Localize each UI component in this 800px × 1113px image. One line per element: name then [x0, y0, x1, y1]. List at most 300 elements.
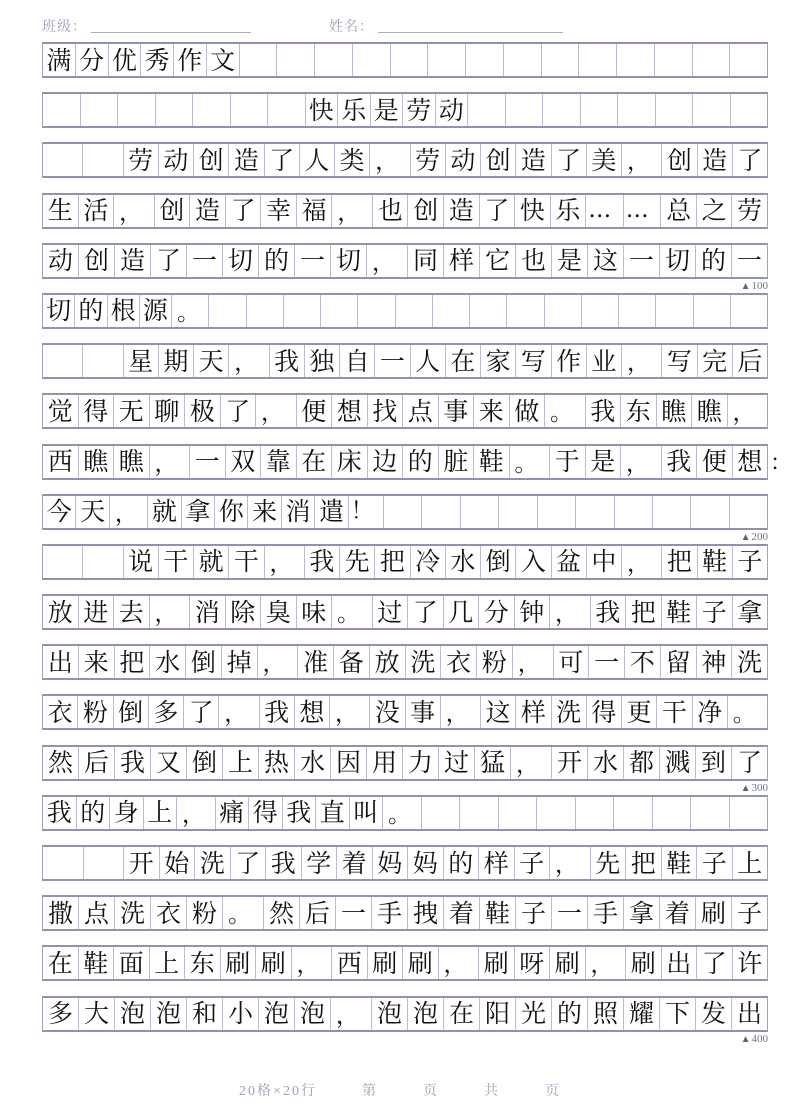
- body-line[interactable]: [42, 243, 768, 279]
- grid-cell[interactable]: [693, 44, 731, 76]
- grid-cell[interactable]: 妈: [373, 847, 409, 879]
- grid-cell[interactable]: [83, 546, 123, 578]
- grid-cell[interactable]: 发: [696, 998, 732, 1030]
- grid-cell[interactable]: ，: [258, 646, 299, 678]
- grid-cell[interactable]: 造: [444, 195, 480, 227]
- grid-cell[interactable]: 满: [43, 44, 76, 76]
- grid-cell[interactable]: 干: [229, 546, 264, 578]
- grid-cell[interactable]: 点: [79, 897, 115, 929]
- grid-cell[interactable]: [581, 94, 619, 126]
- grid-cell[interactable]: 了: [151, 245, 187, 277]
- body-line[interactable]: [42, 544, 768, 580]
- grid-cell[interactable]: 劳: [124, 144, 159, 176]
- grid-cell[interactable]: 用: [367, 747, 403, 779]
- grid-cell[interactable]: [118, 94, 156, 126]
- grid-cell[interactable]: 人: [300, 144, 335, 176]
- grid-cell[interactable]: 劳: [411, 144, 446, 176]
- grid-cell[interactable]: 是: [552, 245, 588, 277]
- grid-cell[interactable]: 快: [515, 195, 551, 227]
- grid-cell[interactable]: [43, 94, 81, 126]
- grid-cell[interactable]: 倒: [114, 696, 149, 728]
- grid-cell[interactable]: ，: [330, 696, 370, 728]
- grid-cell[interactable]: 。: [383, 797, 422, 829]
- grid-cell[interactable]: 天: [194, 345, 229, 377]
- grid-cell[interactable]: 痛: [216, 797, 250, 829]
- grid-cell[interactable]: 我: [586, 395, 622, 427]
- grid-cell[interactable]: 子: [697, 847, 733, 879]
- grid-cell[interactable]: 美: [587, 144, 622, 176]
- grid-cell[interactable]: [538, 496, 576, 528]
- grid-cell[interactable]: [461, 496, 499, 528]
- grid-cell[interactable]: 我: [260, 696, 295, 728]
- grid-cell[interactable]: 的: [403, 446, 439, 478]
- grid-cell[interactable]: 作: [174, 44, 207, 76]
- grid-cell[interactable]: 的: [75, 295, 107, 327]
- grid-cell[interactable]: 子: [697, 596, 733, 628]
- grid-cell[interactable]: [422, 797, 461, 829]
- body-line[interactable]: [42, 444, 768, 480]
- grid-cell[interactable]: 了: [265, 144, 300, 176]
- grid-cell[interactable]: 阳: [480, 998, 516, 1030]
- grid-cell[interactable]: [315, 44, 353, 76]
- grid-cell[interactable]: 中: [587, 546, 622, 578]
- grid-cell[interactable]: 倒: [186, 646, 222, 678]
- grid-cell[interactable]: 的: [259, 245, 295, 277]
- grid-cell[interactable]: 呀: [515, 947, 551, 979]
- grid-cell[interactable]: 干: [159, 546, 194, 578]
- grid-cell[interactable]: 不: [625, 646, 661, 678]
- grid-cell[interactable]: 净: [693, 696, 728, 728]
- grid-cell[interactable]: [43, 847, 84, 879]
- grid-cell[interactable]: ，: [441, 696, 481, 728]
- grid-cell[interactable]: ，: [550, 596, 591, 628]
- grid-cell[interactable]: 作: [552, 345, 587, 377]
- grid-cell[interactable]: 多: [43, 998, 79, 1030]
- grid-cell[interactable]: 放: [43, 596, 79, 628]
- grid-cell[interactable]: 我: [283, 797, 317, 829]
- grid-cell[interactable]: [84, 847, 125, 879]
- grid-cell[interactable]: ，: [114, 195, 155, 227]
- grid-cell[interactable]: 粉: [187, 897, 223, 929]
- name-input-line[interactable]: [378, 31, 563, 33]
- grid-cell[interactable]: [468, 94, 506, 126]
- grid-cell[interactable]: 没: [370, 696, 405, 728]
- grid-cell[interactable]: 拿: [737, 597, 763, 627]
- grid-cell[interactable]: ，: [439, 947, 480, 979]
- grid-cell[interactable]: 就: [194, 546, 229, 578]
- grid-cell[interactable]: 妈: [408, 847, 444, 879]
- grid-cell[interactable]: 样: [444, 245, 480, 277]
- grid-cell[interactable]: ，: [586, 947, 627, 979]
- grid-cell[interactable]: 过: [439, 747, 475, 779]
- grid-cell[interactable]: 去: [114, 596, 150, 628]
- grid-cell[interactable]: 盆: [552, 546, 587, 578]
- grid-cell[interactable]: 一: [736, 246, 762, 276]
- grid-cell[interactable]: ，: [622, 345, 662, 377]
- grid-cell[interactable]: 靠: [261, 446, 297, 478]
- grid-cell[interactable]: ，: [622, 546, 662, 578]
- grid-cell[interactable]: 福: [297, 195, 333, 227]
- grid-cell[interactable]: 耀: [624, 998, 660, 1030]
- grid-cell[interactable]: 泡: [151, 998, 187, 1030]
- grid-cell[interactable]: 消: [282, 496, 315, 528]
- grid-cell[interactable]: 这: [588, 245, 624, 277]
- grid-cell[interactable]: 开: [552, 747, 588, 779]
- grid-cell[interactable]: 水: [150, 646, 186, 678]
- grid-cell[interactable]: 了: [221, 395, 257, 427]
- grid-cell[interactable]: 把: [662, 546, 697, 578]
- grid-cell[interactable]: 鞋: [79, 947, 115, 979]
- grid-cell[interactable]: 鞋: [698, 546, 733, 578]
- grid-cell[interactable]: 洗: [406, 646, 442, 678]
- grid-cell[interactable]: ，: [292, 947, 333, 979]
- grid-cell[interactable]: 衣: [441, 646, 477, 678]
- grid-cell[interactable]: 动: [159, 144, 194, 176]
- grid-cell[interactable]: 了: [737, 145, 763, 175]
- grid-cell[interactable]: 一: [295, 245, 331, 277]
- body-line[interactable]: [42, 895, 768, 931]
- grid-cell[interactable]: 后: [79, 747, 115, 779]
- grid-cell[interactable]: 备: [334, 646, 370, 678]
- grid-cell[interactable]: [358, 295, 395, 327]
- grid-cell[interactable]: 。: [223, 897, 264, 929]
- grid-cell[interactable]: 然: [43, 747, 79, 779]
- grid-cell[interactable]: 觉: [43, 395, 79, 427]
- grid-cell[interactable]: 子: [515, 847, 551, 879]
- body-line[interactable]: [42, 996, 768, 1032]
- grid-cell[interactable]: 上: [737, 848, 763, 878]
- grid-cell[interactable]: [391, 44, 429, 76]
- grid-cell[interactable]: 想: [332, 395, 368, 427]
- grid-cell[interactable]: 身: [110, 797, 144, 829]
- grid-cell[interactable]: 了: [231, 847, 267, 879]
- grid-cell[interactable]: 子: [737, 547, 763, 577]
- grid-cell[interactable]: 事: [406, 696, 441, 728]
- grid-cell[interactable]: 样: [479, 847, 515, 879]
- grid-cell[interactable]: 创: [408, 195, 444, 227]
- grid-cell[interactable]: 我: [662, 446, 698, 478]
- grid-cell[interactable]: [231, 94, 269, 126]
- grid-cell[interactable]: 子: [516, 897, 552, 929]
- name-field[interactable]: [329, 20, 563, 36]
- class-input-line[interactable]: [91, 31, 251, 33]
- grid-cell[interactable]: …: [624, 195, 662, 227]
- grid-cell[interactable]: [506, 94, 544, 126]
- title-line[interactable]: [42, 92, 768, 128]
- grid-cell[interactable]: 面: [114, 947, 150, 979]
- grid-cell[interactable]: 一: [187, 245, 223, 277]
- grid-cell[interactable]: 动: [436, 94, 469, 126]
- grid-cell[interactable]: [422, 496, 460, 528]
- grid-cell[interactable]: [730, 496, 767, 528]
- grid-cell[interactable]: [240, 44, 278, 76]
- grid-cell[interactable]: 便: [697, 446, 733, 478]
- grid-cell[interactable]: 天: [76, 496, 109, 528]
- body-line[interactable]: [42, 945, 768, 981]
- grid-cell[interactable]: [268, 94, 306, 126]
- grid-cell[interactable]: 了: [226, 195, 262, 227]
- grid-cell[interactable]: 你: [215, 496, 248, 528]
- grid-cell[interactable]: 。: [510, 446, 551, 478]
- grid-cell[interactable]: 床: [332, 446, 368, 478]
- grid-cell[interactable]: 后: [300, 897, 336, 929]
- grid-cell[interactable]: 把: [115, 646, 151, 678]
- grid-cell[interactable]: 文: [207, 44, 240, 76]
- grid-cell[interactable]: 洗: [552, 696, 587, 728]
- grid-cell[interactable]: 切: [331, 245, 367, 277]
- grid-cell[interactable]: 的: [696, 245, 732, 277]
- grid-cell[interactable]: [470, 295, 507, 327]
- grid-cell[interactable]: 粉: [477, 646, 513, 678]
- grid-cell[interactable]: 大: [79, 998, 115, 1030]
- grid-cell[interactable]: 这: [481, 696, 516, 728]
- grid-cell[interactable]: 造: [190, 195, 226, 227]
- grid-cell[interactable]: [656, 94, 694, 126]
- grid-cell[interactable]: 然: [264, 897, 300, 929]
- grid-cell[interactable]: 在: [43, 947, 79, 979]
- grid-cell[interactable]: [321, 295, 358, 327]
- grid-cell[interactable]: ，: [265, 546, 305, 578]
- grid-cell[interactable]: ，: [219, 696, 259, 728]
- grid-cell[interactable]: 水: [295, 747, 331, 779]
- grid-cell[interactable]: 钟: [515, 596, 551, 628]
- grid-cell[interactable]: 一: [552, 897, 588, 929]
- grid-cell[interactable]: 着: [660, 897, 696, 929]
- grid-cell[interactable]: [353, 44, 391, 76]
- grid-cell[interactable]: 分: [479, 596, 515, 628]
- grid-cell[interactable]: 也: [373, 195, 409, 227]
- grid-cell[interactable]: 水: [446, 546, 481, 578]
- grid-cell[interactable]: 我: [115, 747, 151, 779]
- grid-cell[interactable]: 溅: [660, 747, 696, 779]
- grid-cell[interactable]: 把: [626, 847, 662, 879]
- grid-cell[interactable]: 上: [144, 797, 178, 829]
- grid-cell[interactable]: 和: [187, 998, 223, 1030]
- grid-cell[interactable]: 边: [368, 446, 404, 478]
- grid-cell[interactable]: [614, 797, 653, 829]
- grid-cell[interactable]: 自: [340, 345, 375, 377]
- body-line[interactable]: [42, 494, 768, 530]
- grid-cell[interactable]: 得: [79, 395, 115, 427]
- grid-cell[interactable]: [499, 496, 537, 528]
- grid-cell[interactable]: 了: [736, 748, 762, 778]
- grid-cell[interactable]: 在: [444, 998, 480, 1030]
- grid-cell[interactable]: 一: [589, 646, 625, 678]
- grid-cell[interactable]: 刷: [626, 947, 662, 979]
- grid-cell[interactable]: [731, 94, 768, 126]
- grid-cell[interactable]: ，: [331, 998, 372, 1030]
- grid-cell[interactable]: 下: [660, 998, 696, 1030]
- grid-cell[interactable]: 独: [305, 345, 340, 377]
- grid-cell[interactable]: 到: [696, 747, 732, 779]
- grid-cell[interactable]: 拿: [624, 897, 660, 929]
- grid-cell[interactable]: 瞧: [657, 395, 693, 427]
- grid-cell[interactable]: [656, 295, 693, 327]
- grid-cell[interactable]: 脏: [439, 446, 475, 478]
- body-line[interactable]: [42, 845, 768, 881]
- grid-cell[interactable]: 刷: [696, 897, 732, 929]
- grid-cell[interactable]: 倒: [187, 747, 223, 779]
- body-line[interactable]: [42, 343, 768, 379]
- grid-cell[interactable]: 洗: [115, 897, 151, 929]
- grid-cell[interactable]: 刷: [550, 947, 586, 979]
- grid-cell[interactable]: 得: [587, 696, 622, 728]
- grid-cell[interactable]: 点: [403, 395, 439, 427]
- grid-cell[interactable]: 做: [510, 395, 546, 427]
- grid-cell[interactable]: 子: [736, 898, 762, 928]
- grid-cell[interactable]: 撒: [43, 897, 79, 929]
- grid-cell[interactable]: 了: [552, 144, 587, 176]
- grid-cell[interactable]: 幸: [261, 195, 297, 227]
- grid-cell[interactable]: 了: [184, 696, 219, 728]
- body-line[interactable]: [42, 594, 768, 630]
- grid-cell[interactable]: ，: [150, 596, 191, 628]
- grid-cell[interactable]: [396, 295, 433, 327]
- grid-cell[interactable]: 造: [229, 144, 264, 176]
- grid-cell[interactable]: 刷: [256, 947, 292, 979]
- grid-cell[interactable]: 的: [444, 847, 480, 879]
- grid-cell[interactable]: 刷: [368, 947, 404, 979]
- grid-cell[interactable]: 入: [516, 546, 551, 578]
- grid-cell[interactable]: 源: [140, 295, 172, 327]
- grid-cell[interactable]: 也: [516, 245, 552, 277]
- grid-cell[interactable]: [731, 295, 767, 327]
- grid-cell[interactable]: [193, 94, 231, 126]
- grid-cell[interactable]: 乐: [338, 94, 371, 126]
- grid-cell[interactable]: ，: [370, 144, 410, 176]
- grid-cell[interactable]: 一: [375, 345, 410, 377]
- grid-cell[interactable]: 它: [480, 245, 516, 277]
- grid-cell[interactable]: 生: [43, 195, 79, 227]
- body-line[interactable]: [42, 745, 768, 781]
- grid-cell[interactable]: 了: [480, 195, 516, 227]
- grid-cell[interactable]: [537, 797, 576, 829]
- grid-cell[interactable]: 进: [79, 596, 115, 628]
- grid-cell[interactable]: 照: [588, 998, 624, 1030]
- header-line[interactable]: [42, 42, 768, 78]
- grid-cell[interactable]: 瞧: [79, 446, 115, 478]
- grid-cell[interactable]: 光: [516, 998, 552, 1030]
- body-line[interactable]: [42, 644, 768, 680]
- grid-cell[interactable]: 秀: [141, 44, 174, 76]
- grid-cell[interactable]: 造: [115, 245, 151, 277]
- grid-cell[interactable]: ，: [367, 245, 408, 277]
- grid-cell[interactable]: 上: [223, 747, 259, 779]
- grid-cell[interactable]: 粉: [78, 696, 113, 728]
- grid-cell[interactable]: 味: [297, 596, 333, 628]
- grid-cell[interactable]: 同: [408, 245, 444, 277]
- grid-cell[interactable]: [691, 797, 730, 829]
- grid-cell[interactable]: [730, 797, 768, 829]
- grid-cell[interactable]: [619, 295, 656, 327]
- grid-cell[interactable]: [615, 496, 653, 528]
- grid-cell[interactable]: 把: [375, 546, 410, 578]
- grid-cell[interactable]: [504, 44, 542, 76]
- grid-cell[interactable]: 泡: [408, 998, 444, 1030]
- grid-cell[interactable]: [284, 295, 321, 327]
- grid-cell[interactable]: 叫: [350, 797, 384, 829]
- grid-cell[interactable]: 因: [331, 747, 367, 779]
- grid-cell[interactable]: 造: [516, 144, 551, 176]
- grid-cell[interactable]: 放: [370, 646, 406, 678]
- grid-cell[interactable]: 就: [148, 496, 181, 528]
- grid-cell[interactable]: 写: [516, 345, 551, 377]
- grid-cell[interactable]: [81, 94, 119, 126]
- grid-cell[interactable]: 事: [439, 395, 475, 427]
- grid-cell[interactable]: 动: [446, 144, 481, 176]
- grid-cell[interactable]: 分: [76, 44, 109, 76]
- grid-cell[interactable]: 。: [172, 295, 209, 327]
- grid-cell[interactable]: 家: [481, 345, 516, 377]
- grid-cell[interactable]: ，: [177, 797, 216, 829]
- grid-cell[interactable]: [499, 797, 538, 829]
- grid-cell[interactable]: [542, 44, 580, 76]
- grid-cell[interactable]: [247, 295, 284, 327]
- grid-cell[interactable]: 神: [697, 646, 733, 678]
- grid-cell[interactable]: 直: [316, 797, 350, 829]
- grid-cell[interactable]: 鞋: [662, 596, 698, 628]
- grid-cell[interactable]: [156, 94, 194, 126]
- grid-cell[interactable]: ，: [621, 446, 662, 478]
- grid-cell[interactable]: 切: [43, 295, 75, 327]
- grid-cell[interactable]: 衣: [43, 696, 78, 728]
- grid-cell[interactable]: 力: [403, 747, 439, 779]
- grid-cell[interactable]: 出: [736, 999, 762, 1029]
- grid-cell[interactable]: ，: [622, 144, 662, 176]
- grid-cell[interactable]: 鞋: [480, 897, 516, 929]
- grid-cell[interactable]: 了: [408, 596, 444, 628]
- grid-cell[interactable]: 手: [588, 897, 624, 929]
- grid-cell[interactable]: [694, 295, 731, 327]
- grid-cell[interactable]: 拽: [408, 897, 444, 929]
- grid-cell[interactable]: 泡: [372, 998, 408, 1030]
- grid-cell[interactable]: 遣: [315, 496, 348, 528]
- grid-cell[interactable]: 期: [159, 345, 194, 377]
- grid-cell[interactable]: ，: [110, 496, 148, 528]
- grid-cell[interactable]: 来: [79, 646, 115, 678]
- grid-cell[interactable]: 先: [591, 847, 627, 879]
- grid-cell[interactable]: ，: [732, 400, 756, 427]
- grid-cell[interactable]: 开: [124, 847, 160, 879]
- grid-cell[interactable]: 乐: [551, 195, 587, 227]
- grid-cell[interactable]: [428, 44, 466, 76]
- grid-cell[interactable]: 动: [43, 245, 79, 277]
- grid-cell[interactable]: 许: [737, 948, 763, 978]
- grid-cell[interactable]: ！: [349, 496, 384, 528]
- grid-cell[interactable]: [460, 797, 499, 829]
- grid-cell[interactable]: ，: [550, 847, 591, 879]
- grid-cell[interactable]: 快: [306, 94, 339, 126]
- grid-cell[interactable]: 留: [661, 646, 697, 678]
- grid-cell[interactable]: 无: [114, 395, 150, 427]
- grid-cell[interactable]: 。: [732, 701, 756, 728]
- grid-cell[interactable]: [507, 295, 544, 327]
- grid-cell[interactable]: 冷: [411, 546, 446, 578]
- grid-cell[interactable]: 双: [226, 446, 262, 478]
- grid-cell[interactable]: 在: [297, 446, 333, 478]
- grid-cell[interactable]: 造: [698, 144, 733, 176]
- grid-cell[interactable]: [653, 496, 691, 528]
- grid-cell[interactable]: [576, 797, 615, 829]
- grid-cell[interactable]: [43, 345, 83, 377]
- grid-cell[interactable]: ，: [513, 646, 554, 678]
- grid-cell[interactable]: 聊: [150, 395, 186, 427]
- grid-cell[interactable]: 手: [372, 897, 408, 929]
- grid-cell[interactable]: [277, 44, 315, 76]
- grid-cell[interactable]: [655, 44, 693, 76]
- body-line[interactable]: [42, 193, 768, 229]
- grid-cell[interactable]: 都: [624, 747, 660, 779]
